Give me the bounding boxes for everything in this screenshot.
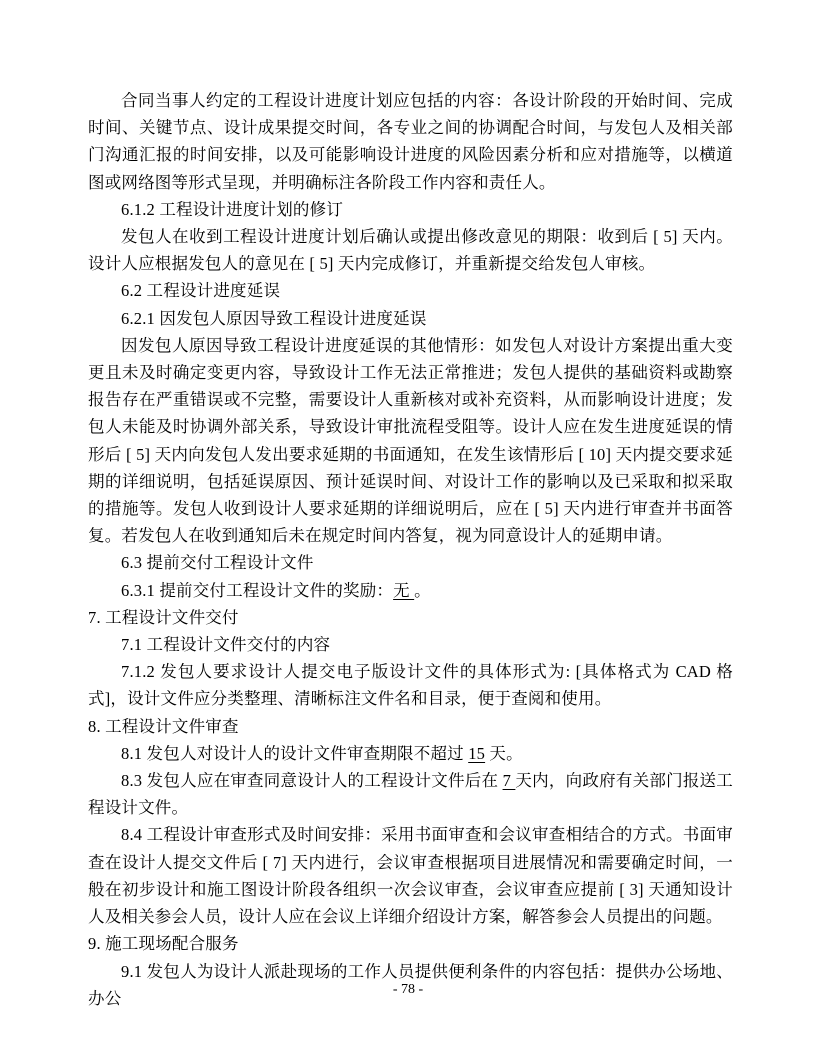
text-run: 因发包人原因导致工程设计进度延误的其他情形：如发包人对设计方案提出重大变更且未及时确定变更内容，导致设计工作无法正常推进；发包人提供的基础资料或勘察报告存在严重错误或不完整，需要设计人重新核对或补充资料，从而影响设计进度；发包人未能及时协调外部关系，导致设计审批流程受阻等。设计人应在发生进度延误的情形后 [ 5] 天内向发包人发出要求延期的书面通知，在发生该情形后 [ 10] 天内提交要求延期的详细说明，包括延误原因、预计延误时间、对设计工作的影响以及已采取和拟采取的措施等。发包人收到设计人要求延期的详细说明后，应在 [ 5] 天内进行审查并书面答复。若发包人在收到通知后未在规定时间内答复，视为同意设计人的延期申请。 [88,335,733,546]
paragraph [88,223,733,277]
text-run: 9. 施工现场配合服务 [88,934,239,954]
paragraph [88,332,733,550]
text-run: 合同当事人约定的工程设计进度计划应包括的内容：各设计阶段的开始时间、完成时间、关键节点、设计成果提交时间，各专业之间的协调配合时间，与发包人及相关部门沟通汇报的时间安排，以及可能影响设计进度的风险因素分析和应对措施等，以横道图或网络图等形式呈现，并明确标注各阶段工作内容和责任人。 [88,91,733,192]
underlined-value: 15 [468,743,486,763]
text-run: 6.2 工程设计进度延误 [121,281,281,301]
paragraph [88,821,733,930]
paragraph [88,87,733,196]
text-run: 8. 工程设计文件审查 [88,716,239,736]
paragraph [88,631,733,658]
paragraph [88,577,733,604]
document-body [88,87,733,1012]
text-run: 8.4 工程设计审查形式及时间安排：采用书面审查和会议审查相结合的方式。书面审查在设计人提交文件后 [ 7] 天内进行，会议审查根据项目进展情况和需要确定时间，一般在初步设计和施工图设计阶段各组织一次会议审查，会议审查应提前 [ 3] 天通知设计人及相关参会人员，设计人应在会议上详细介绍设计方案，解答参会人员提出的问题。 [88,825,733,927]
paragraph [88,658,733,712]
text-run: 6.3.1 提前交付工程设计文件的奖励： [121,580,394,600]
paragraph [88,549,733,576]
text-run: 9.1 发包人为设计人派赴现场的工作人员提供便利条件的内容包括：提供办公场地、办公 [88,961,733,1008]
text-run: 天。 [485,743,523,763]
text-run: 。 [414,580,431,600]
text-run: 8.3 发包人应在审查同意设计人的工程设计文件后在 [121,771,503,791]
section-heading [88,604,733,631]
text-run: 发包人在收到工程设计进度计划后确认或提出修改意见的期限：收到后 [ 5] 天内。设计人应根据发包人的意见在 [ 5] 天内完成修订，并重新提交给发包人审核。 [88,227,733,274]
paragraph [88,196,733,223]
text-run: 7.1 工程设计文件交付的内容 [121,635,331,655]
text-run: 6.1.2 工程设计进度计划的修订 [121,199,344,219]
text-run: 8.1 发包人对设计人的设计文件审查期限不超过 [121,743,469,763]
underlined-value: 无 [393,580,415,600]
page-number: - 78 - [392,982,424,997]
section-heading [88,930,733,957]
text-run: 6.2.1 因发包人原因导致工程设计进度延误 [121,308,427,328]
section-heading [88,713,733,740]
text-run: 6.3 提前交付工程设计文件 [121,553,314,573]
paragraph [88,767,733,821]
underlined-value: 7 [502,771,516,791]
paragraph [88,305,733,332]
paragraph [88,740,733,767]
text-run: 天内，向政府有关部门报送工程设计文件。 [88,771,734,818]
paragraph [88,277,733,304]
text-run: 7. 工程设计文件交付 [88,607,239,627]
text-run: 7.1.2 发包人要求设计人提交电子版设计文件的具体形式为: [具体格式为 CAD 格式]，设计文件应分类整理、清晰标注文件名和目录，便于查阅和使用。 [88,662,733,709]
